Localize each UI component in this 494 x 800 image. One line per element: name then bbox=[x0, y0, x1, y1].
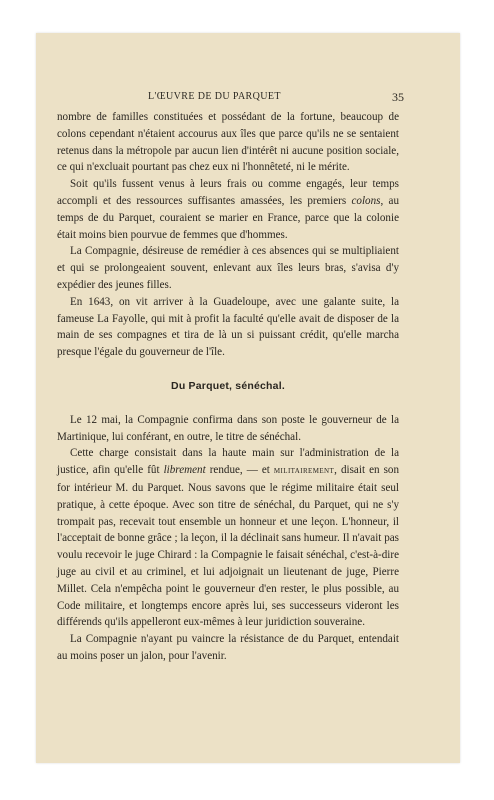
page-number: 35 bbox=[392, 90, 404, 104]
paragraph-6 bbox=[57, 445, 399, 631]
paragraph-6-start: Cette charge consistait dans la haute main sur l'administration de la justice, afin qu'elle fût bbox=[57, 447, 399, 477]
paragraph-3: La Compagnie, désireuse de remédier à ces absences qui se multipliaient et qui se prolongeaient souvent, enlevant aux îles leurs bras, s'avisa d'y expédier des jeunes filles. bbox=[57, 245, 399, 291]
paragraph-5: Le 12 mai, la Compagnie confirma dans son poste le gouverneur de la Martinique, lui conférant, en outre, le titre de sénéchal. bbox=[57, 413, 399, 443]
section-subheading: Du Parquet, sénéchal. bbox=[171, 379, 285, 392]
paragraph-6-italic: librement bbox=[163, 464, 206, 477]
paragraph-4: En 1643, on vit arriver à la Guadeloupe, avec une galante suite, la fameuse La Fayolle, qui mit à profit la faculté qu'elle avait de disposer de la main de ses compagnes et tira de là un si puissant crédit, qu'elle marcha presque l'égale du gouverneur de l'île. bbox=[57, 295, 399, 359]
page-header bbox=[36, 91, 460, 105]
paragraph-6-middle: rendue, — et bbox=[205, 464, 274, 477]
paragraph-6-end: , disait en son for intérieur M. du Parquet. Nous savons que le régime militaire était seul pratique, à cette époque. Avec son titre de sénéchal, du Parquet, qui ne s'y trompait pas, recevait tout ensemble un honneur et une leçon. L'honneur, il l'acceptait de bonne grâce ; la leçon, il la déclinait sans humeur. Il n'avait pas voulu recevoir le juge Chirard : la Compagnie le faisait sénéchal, c'est-à-dire juge au civil et au criminel, et lui adjoignait un lieutenant de juge, Pierre Millet. Cela n'empêcha point le gouverneur d'en rester, le plus possible, au Code militaire, et longtemps encore après lui, ses successeurs videront les différends qu'ils appelleront eux-mêmes à leur juridiction souveraine. bbox=[57, 464, 399, 629]
paragraph-7: La Compagnie n'ayant pu vaincre la résistance de du Parquet, entendait au moins poser un jalon, pour l'avenir. bbox=[57, 633, 399, 662]
paragraph-2-start: Soit qu'ils fussent venus à leurs frais ou comme engagés, leur temps accompli et des ressources suffisantes amassées, les premiers bbox=[57, 178, 399, 207]
running-title: L'ŒUVRE DE DU PARQUET bbox=[148, 91, 281, 102]
paragraph-2-end: , au temps de du Parquet, couraient se marier en France, parce que la colonie était moins bien pourvue de femmes que d'hommes. bbox=[57, 194, 399, 241]
book-page bbox=[36, 33, 460, 763]
paragraph-2 bbox=[57, 176, 399, 243]
paragraph-1: nombre de familles constituées et possédant de la fortune, beaucoup de colons cependant n'étaient accourus aux îles que parce qu'ils ne se sentaient retenus dans la métropole par aucun lien d'intérêt ni aucune position sociale, ce qui n'excluait pourtant pas chez eux ni l'honnêteté, ni le mérite. bbox=[57, 111, 399, 174]
page-body bbox=[57, 109, 399, 665]
paragraph-2-italic: colons bbox=[351, 194, 381, 207]
paragraph-6-smallcaps: militairement bbox=[273, 465, 335, 477]
